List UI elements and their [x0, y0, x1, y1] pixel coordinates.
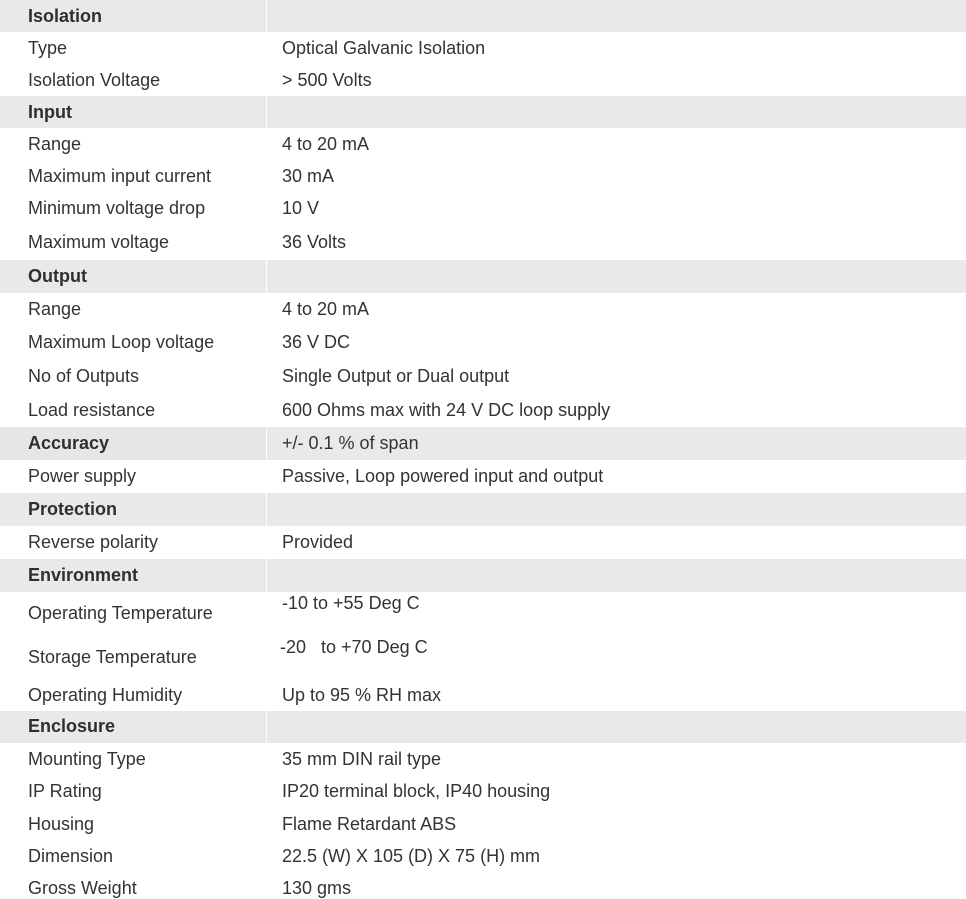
spec-label: Storage Temperature [28, 647, 197, 667]
section-header-isolation [0, 0, 966, 32]
spec-value: 30 mA [282, 166, 335, 186]
spec-row-maximum-voltage [0, 226, 966, 260]
spec-value: +/- 0.1 % of span [282, 433, 419, 453]
section-header-input [0, 96, 966, 128]
spec-label: Output [28, 266, 87, 286]
spec-row-range [0, 128, 966, 160]
spec-label: Range [28, 299, 82, 319]
spec-value: 4 to 20 mA [282, 134, 370, 154]
section-header-output [0, 260, 966, 293]
spec-label: Accuracy [28, 433, 110, 453]
spec-value: 36 V DC [282, 332, 351, 352]
spec-label: Operating Temperature [28, 603, 213, 623]
spec-value: > 500 Volts [282, 70, 372, 90]
spec-value: 130 gms [282, 878, 352, 898]
section-header-environment [0, 559, 966, 592]
spec-label: Gross Weight [28, 878, 137, 898]
spec-label: Isolation Voltage [28, 70, 161, 90]
spec-label: Reverse polarity [28, 532, 159, 552]
section-header-accuracy [0, 427, 966, 460]
spec-label: Input [28, 102, 72, 122]
spec-row-gross-weight [0, 873, 966, 899]
spec-row-operating-temperature [0, 592, 966, 636]
spec-label: IP Rating [28, 781, 102, 801]
spec-label: Mounting Type [28, 749, 146, 769]
spec-value: 600 Ohms max with 24 V DC loop supply [282, 400, 611, 420]
spec-row-mounting-type [0, 743, 966, 775]
section-header-protection [0, 493, 966, 526]
spec-row-power-supply [0, 460, 966, 493]
spec-label: Dimension [28, 846, 114, 866]
spec-value: Provided [282, 532, 354, 552]
spec-label: Maximum Loop voltage [28, 332, 215, 352]
spec-row-housing [0, 808, 966, 840]
spec-value: 22.5 (W) X 105 (D) X 75 (H) mm [282, 846, 541, 866]
spec-row-range [0, 293, 966, 326]
spec-label: Operating Humidity [28, 685, 183, 705]
spec-value: Up to 95 % RH max [282, 685, 442, 705]
spec-row-load-resistance [0, 394, 966, 427]
spec-row-ip-rating [0, 775, 966, 808]
spec-value: Optical Galvanic Isolation [282, 38, 486, 58]
spec-row-dimension [0, 840, 966, 873]
spec-label: Load resistance [28, 400, 156, 420]
section-header-enclosure [0, 711, 966, 743]
spec-label: Maximum voltage [28, 232, 170, 252]
spec-row-maximum-input-current [0, 160, 966, 192]
spec-value: 35 mm DIN rail type [282, 749, 442, 769]
spec-row-reverse-polarity [0, 526, 966, 559]
spec-row-type [0, 32, 966, 64]
spec-label: Range [28, 134, 82, 154]
spec-row-operating-humidity [0, 679, 966, 711]
spec-label: Protection [28, 499, 118, 519]
spec-label: Maximum input current [28, 166, 212, 186]
spec-value: 10 V [282, 198, 320, 218]
spec-value: -20 to +70 Deg C [280, 637, 428, 657]
spec-value: IP20 terminal block, IP40 housing [282, 781, 551, 801]
spec-value: 4 to 20 mA [282, 299, 370, 319]
spec-label: No of Outputs [28, 366, 140, 386]
spec-value: 36 Volts [282, 232, 347, 252]
spec-label: Enclosure [28, 716, 116, 736]
spec-row-maximum-loop-voltage [0, 326, 966, 360]
spec-row-isolation-voltage [0, 64, 966, 96]
spec-value: Flame Retardant ABS [282, 814, 457, 834]
spec-row-minimum-voltage-drop [0, 192, 966, 226]
spec-value: Single Output or Dual output [282, 366, 510, 386]
spec-value: -10 to +55 Deg C [282, 593, 420, 613]
spec-label: Minimum voltage drop [28, 198, 206, 218]
spec-row-no-of-outputs [0, 360, 966, 394]
spec-label: Housing [28, 814, 95, 834]
spec-label: Type [28, 38, 68, 58]
spec-row-storage-temperature [0, 636, 966, 679]
spec-label: Environment [28, 565, 139, 585]
spec-value: Passive, Loop powered input and output [282, 466, 604, 486]
spec-label: Power supply [28, 466, 137, 486]
spec-label: Isolation [28, 6, 103, 26]
